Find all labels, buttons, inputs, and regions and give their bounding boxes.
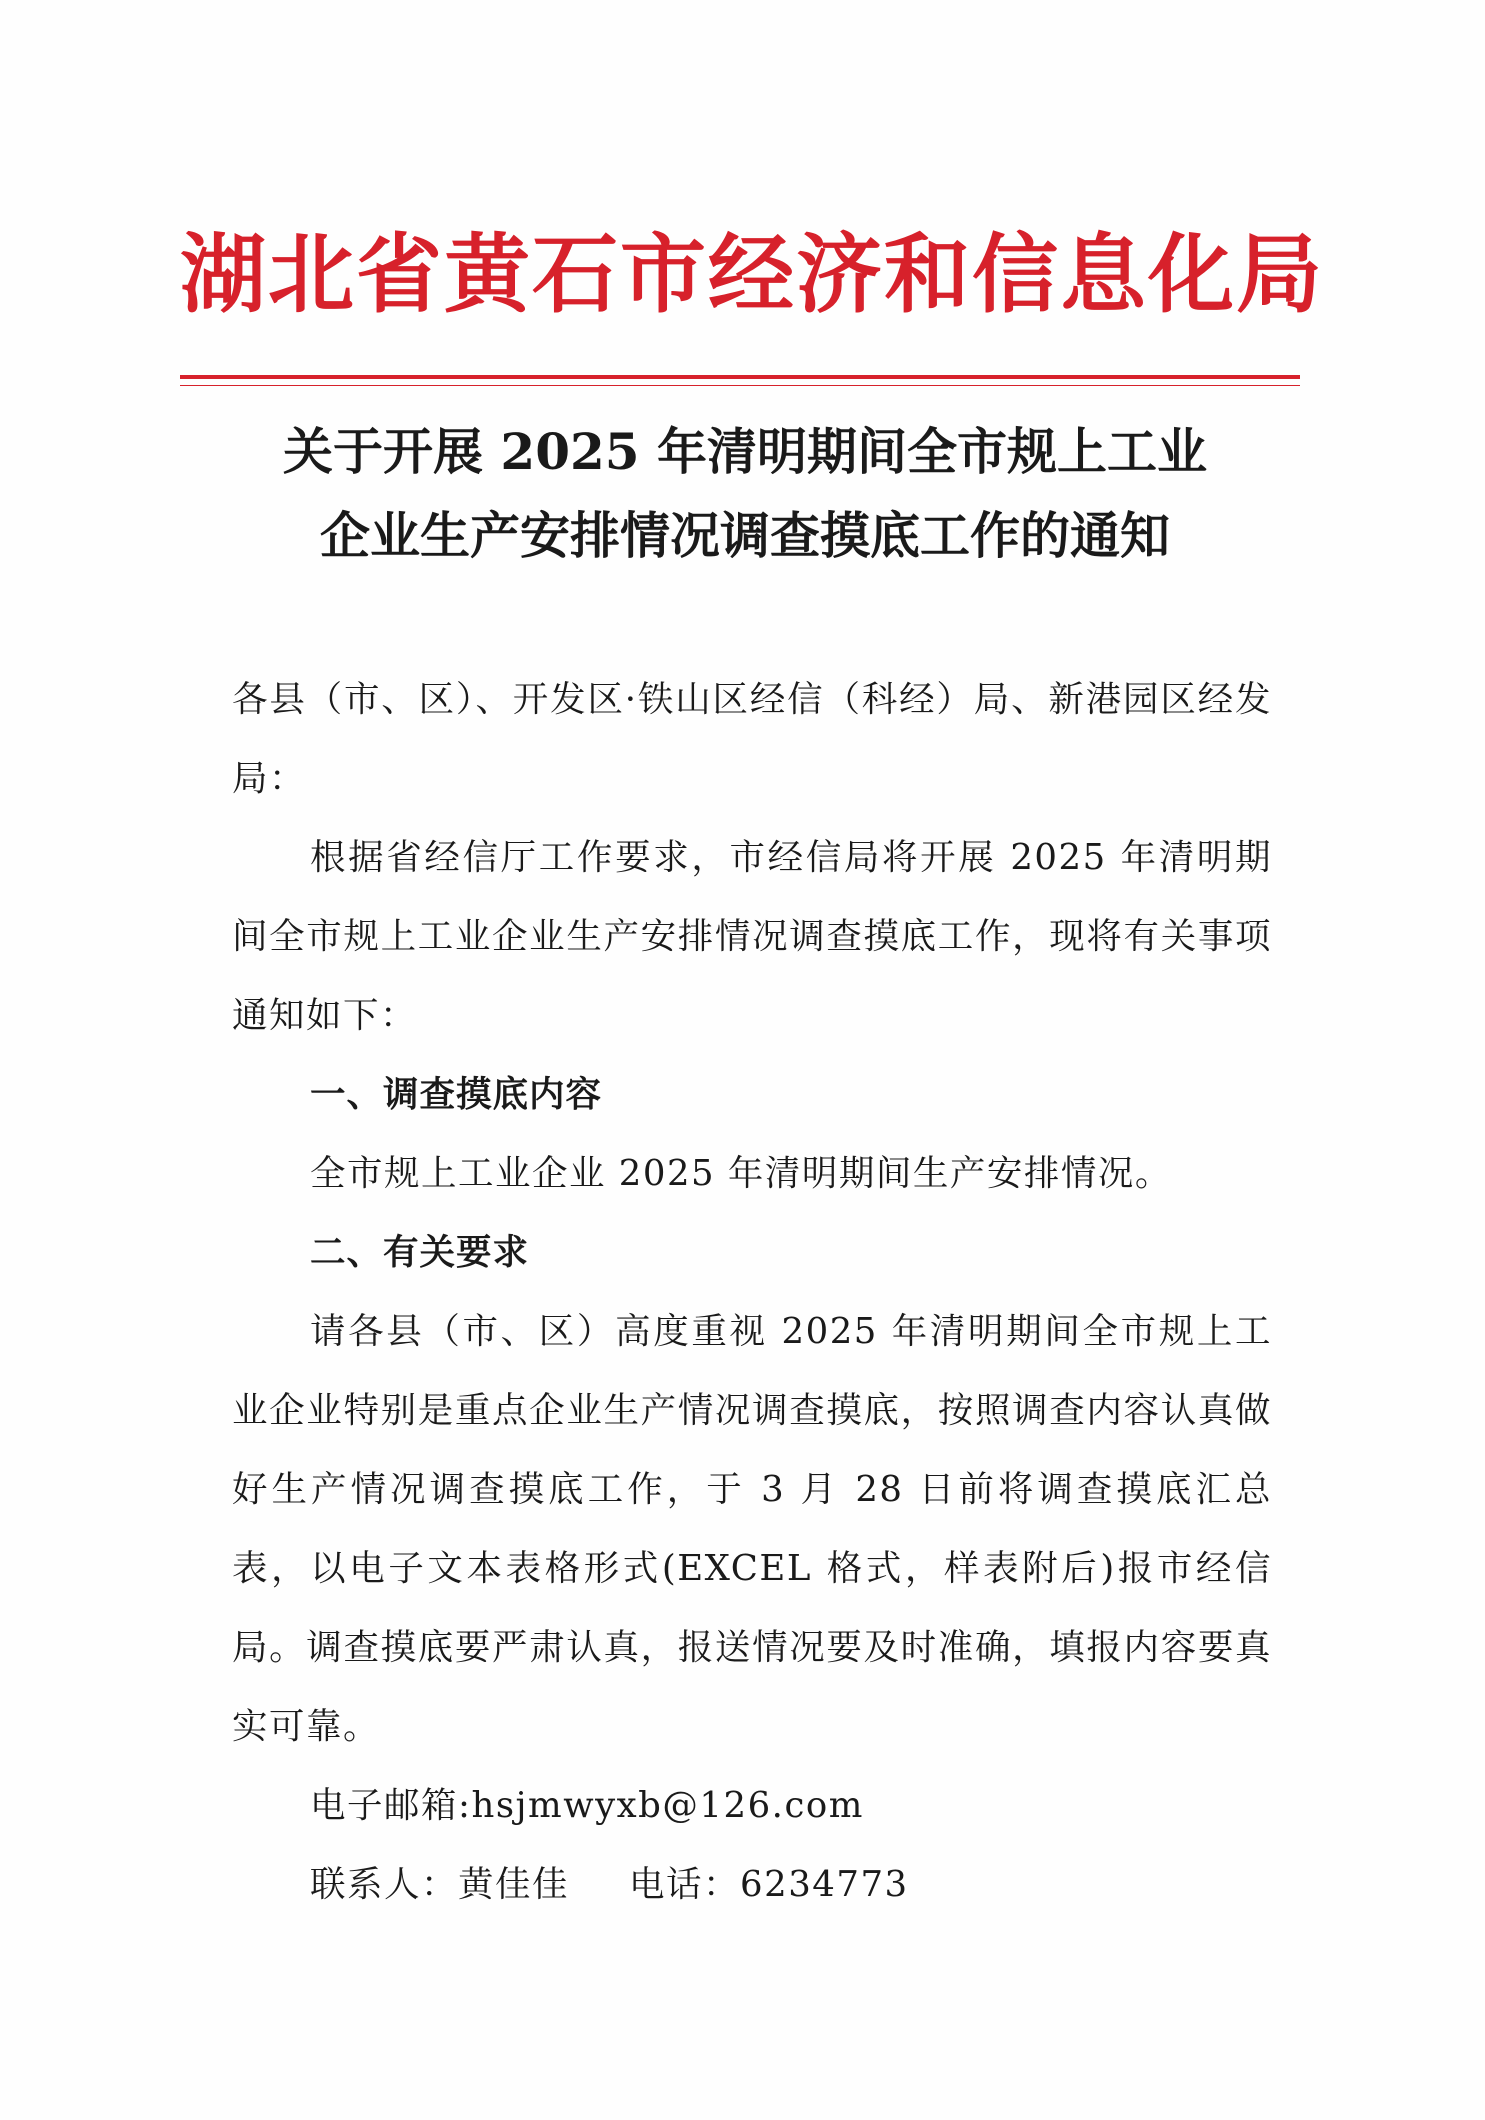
section-1-text: 全市规上工业企业 2025 年清明期间生产安排情况。 bbox=[310, 1153, 1172, 1194]
section-1-heading: 一、调查摸底内容 bbox=[310, 1074, 603, 1115]
document-title-line-2: 企业生产安排情况调查摸底工作的通知 bbox=[320, 506, 1170, 565]
document-title bbox=[230, 410, 1260, 578]
contact-email: 电子邮箱:hsjmwyxb@126.com bbox=[310, 1785, 864, 1826]
document-body bbox=[232, 660, 1272, 1924]
document-title-line-1: 关于开展 2025 年清明期间全市规上工业 bbox=[283, 422, 1207, 481]
red-separator-line bbox=[180, 375, 1300, 379]
contact-phone: 电话：6234773 bbox=[629, 1864, 909, 1905]
contact-line bbox=[232, 1845, 1272, 1924]
section-2-text: 请各县（市、区）高度重视 2025 年清明期间全市规上工业企业特别是重点企业生产情况调查摸底，按照调查内容认真做好生产情况调查摸底工作，于 3 月 28 日前将调查摸底汇总表，以电子文本表格形式(EXCEL 格式，样表附后)报市经信局。调查摸底要严肃认真，报送情况要及时准确，填报内容要真实可靠。 bbox=[232, 1311, 1272, 1747]
red-separator-thin-line bbox=[180, 385, 1300, 386]
contact-person: 联系人：黄佳佳 bbox=[310, 1864, 570, 1905]
addressee: 各县（市、区）、开发区·铁山区经信（科经）局、新港园区经发局： bbox=[232, 679, 1272, 799]
intro-paragraph: 根据省经信厅工作要求，市经信局将开展 2025 年清明期间全市规上工业企业生产安排情况调查摸底工作，现将有关事项通知如下： bbox=[232, 837, 1272, 1036]
issuing-authority-masthead: 湖北省黄石市经济和信息化局 bbox=[180, 225, 1324, 325]
section-2-heading: 二、有关要求 bbox=[310, 1232, 530, 1273]
